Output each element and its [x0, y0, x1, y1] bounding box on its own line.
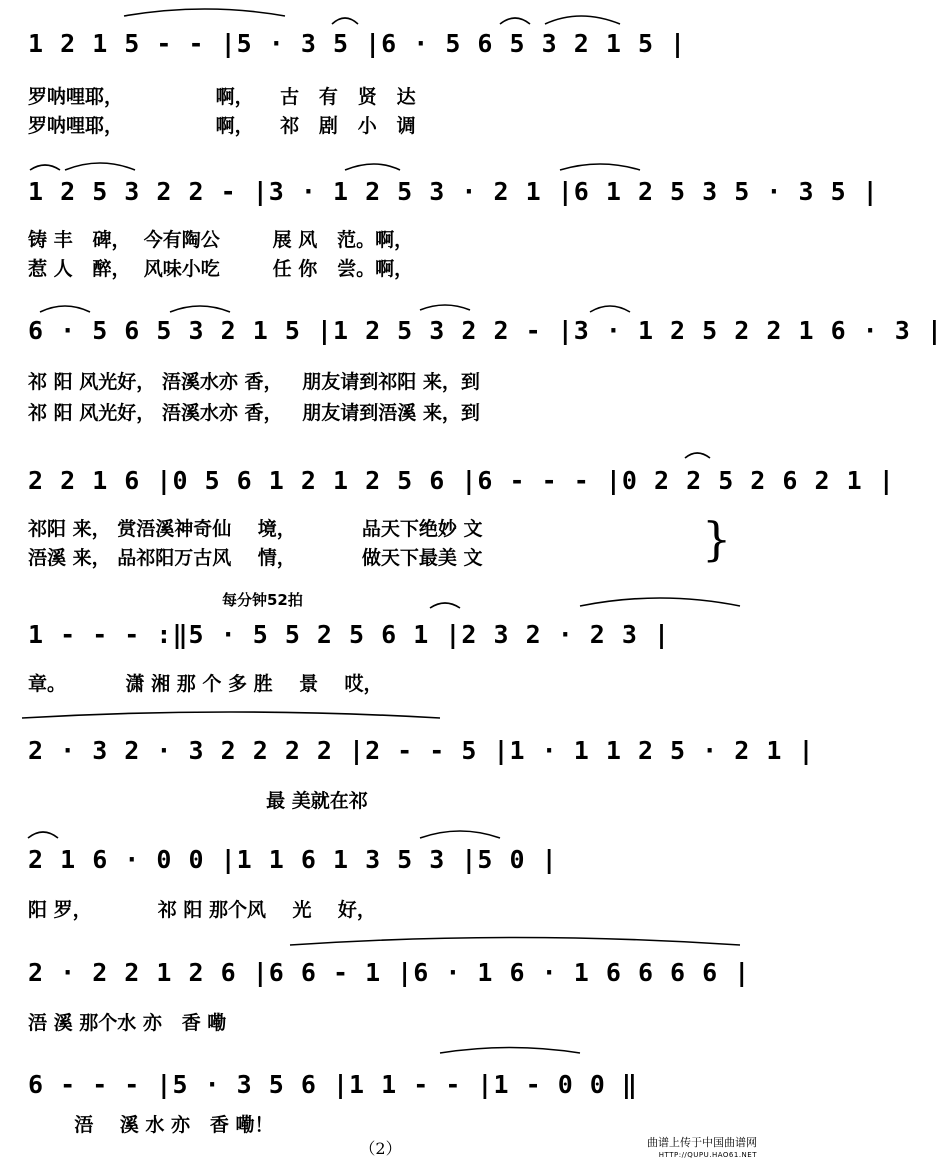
watermark-line-1: 曲谱上传于中国曲谱网 — [647, 1136, 757, 1149]
notation-line-4: 2 2 1 6 |0 5 6 1 2 1 2 5 6 |6 - - - |0 2 2 5 2 6 2 1 | — [28, 466, 895, 495]
staff-line-9 — [28, 1071, 744, 1099]
lyric-line-3a: 祁 阳 风光好， 浯溪水亦 香， 朋友请到祁阳 来，到 — [28, 371, 480, 393]
lyric-line-8: 浯 溪 那个水 亦 香 嘞 — [28, 1012, 227, 1034]
staff-line-7 — [28, 846, 744, 874]
verse-brace: } — [702, 512, 732, 566]
notation-line-3: 6 · 5 6 5 3 2 1 5 |1 2 5 3 2 2 - |3 · 1 2 5 2 2 1 6 · 3 | — [28, 316, 943, 345]
notation-line-9: 6 - - - |5 · 3 5 6 |1 1 - - |1 - 0 0 ‖ — [28, 1070, 638, 1099]
notation-line-5: 1 - - - :‖5 · 5 5 2 5 6 1 |2 3 2 · 2 3 | — [28, 620, 671, 649]
lyric-line-5: 章。 潇 湘 那 个 多 胜 景 哎， — [28, 673, 383, 695]
lyric-line-7: 阳 罗， 祁 阳 那个风 光 好， — [28, 899, 376, 921]
staff-line-6 — [28, 736, 815, 765]
lyric-line-3b: 祁 阳 风光好， 浯溪水亦 香， 朋友请到浯溪 来，到 — [28, 402, 480, 424]
staff-line-3 — [28, 316, 943, 345]
staff-line-1 — [28, 30, 744, 58]
watermark-url: HTTP://QUPU.HAO61.NET — [658, 1151, 757, 1159]
site-watermark — [647, 1136, 757, 1162]
notation-line-8: 2 · 2 2 1 2 6 |6 6 - 1 |6 · 1 6 · 1 6 6 6 6 | — [28, 958, 751, 987]
notation-line-6: 2 · 3 2 · 3 2 2 2 2 |2 - - 5 |1 · 1 1 2 5 · 2 1 | — [28, 736, 815, 765]
lyric-line-1b: 罗呐哩耶， 啊， 祁 剧 小 调 — [28, 115, 416, 137]
notation-line-7: 2 1 6 · 0 0 |1 1 6 1 3 5 3 |5 0 | — [28, 845, 558, 874]
notation-line-1: 1 2 1 5 - - |5 · 3 5 |6 · 5 6 5 3 2 1 5 | — [28, 29, 687, 58]
lyric-line-2b: 惹 人 醉， 风味小吃 任 你 尝。啊， — [28, 258, 414, 280]
page-number: （2） — [359, 1139, 402, 1158]
lyric-line-2a: 铸 丰 碑， 今有陶公 展 风 范。啊， — [28, 229, 414, 251]
staff-line-4 — [28, 466, 895, 495]
lyric-line-9: 浯 溪 水 亦 香 嘞！ — [28, 1114, 274, 1136]
lyric-line-4b: 浯溪 来， 品祁阳万古风 情， 做天下最美 文 — [28, 547, 483, 569]
tempo-marking: 每分钟52拍 — [222, 591, 303, 609]
staff-line-2 — [28, 177, 879, 206]
staff-line-8 — [28, 958, 751, 987]
lyric-line-6: 最 美就在祁 — [28, 790, 368, 812]
lyric-line-4a: 祁阳 来， 赏浯溪神奇仙 境， 品天下绝妙 文 — [28, 518, 483, 540]
staff-line-5 — [28, 621, 744, 649]
lyric-line-1a: 罗呐哩耶， 啊， 古 有 贤 达 — [28, 86, 416, 108]
notation-line-2: 1 2 5 3 2 2 - |3 · 1 2 5 3 · 2 1 |6 1 2 5 3 5 · 3 5 | — [28, 177, 879, 206]
